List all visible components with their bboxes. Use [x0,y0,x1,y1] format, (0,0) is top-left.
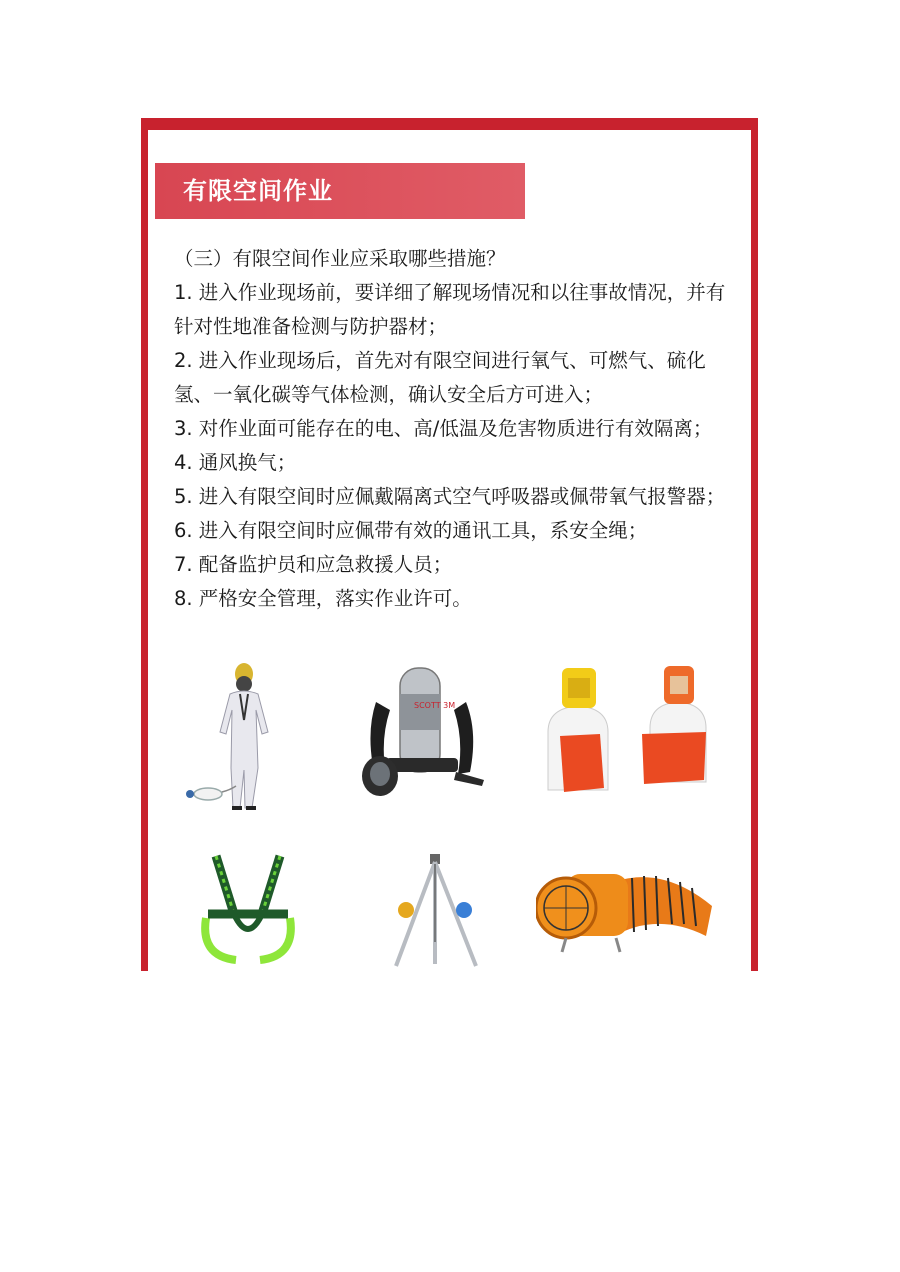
safety-harness-icon [196,852,300,968]
page-title: 有限空间作业 [183,177,333,205]
measure-item-5: 5. 进入有限空间时应佩戴隔离式空气呼吸器或佩带氧气报警器； [174,485,726,508]
measure-item-1: 1. 进入作业现场前，要详细了解现场情况和以往事故情况，并有针对性地准备检测与防护器材； [174,281,726,338]
brand-label: SCOTT 3M [414,701,456,710]
measure-item-3: 3. 对作业面可能存在的电、高/低温及危害物质进行有效隔离； [174,417,713,440]
section-question: （三）有限空间作业应采取哪些措施？ [174,247,506,270]
rescue-tripod-icon [390,852,482,970]
measure-item-6: 6. 进入有限空间时应佩带有效的通讯工具，系安全绳； [174,519,648,542]
title-banner [155,163,525,219]
measures-text [174,242,739,616]
measure-item-2: 2. 进入作业现场后，首先对有限空间进行氧气、可燃气、硫化氢、一氧化碳等气体检测，确认安全后方可进入； [174,349,706,406]
air-breathing-apparatus-icon [346,662,496,802]
measure-item-8: 8. 严格安全管理，落实作业许可。 [174,587,472,610]
escape-hood-icon [540,662,720,802]
ventilation-fan-icon [536,860,718,960]
content-card [141,118,758,971]
protective-suit-icon [182,660,282,812]
measure-item-7: 7. 配备监护员和应急救援人员； [174,553,453,576]
measure-item-4: 4. 通风换气； [174,451,297,474]
